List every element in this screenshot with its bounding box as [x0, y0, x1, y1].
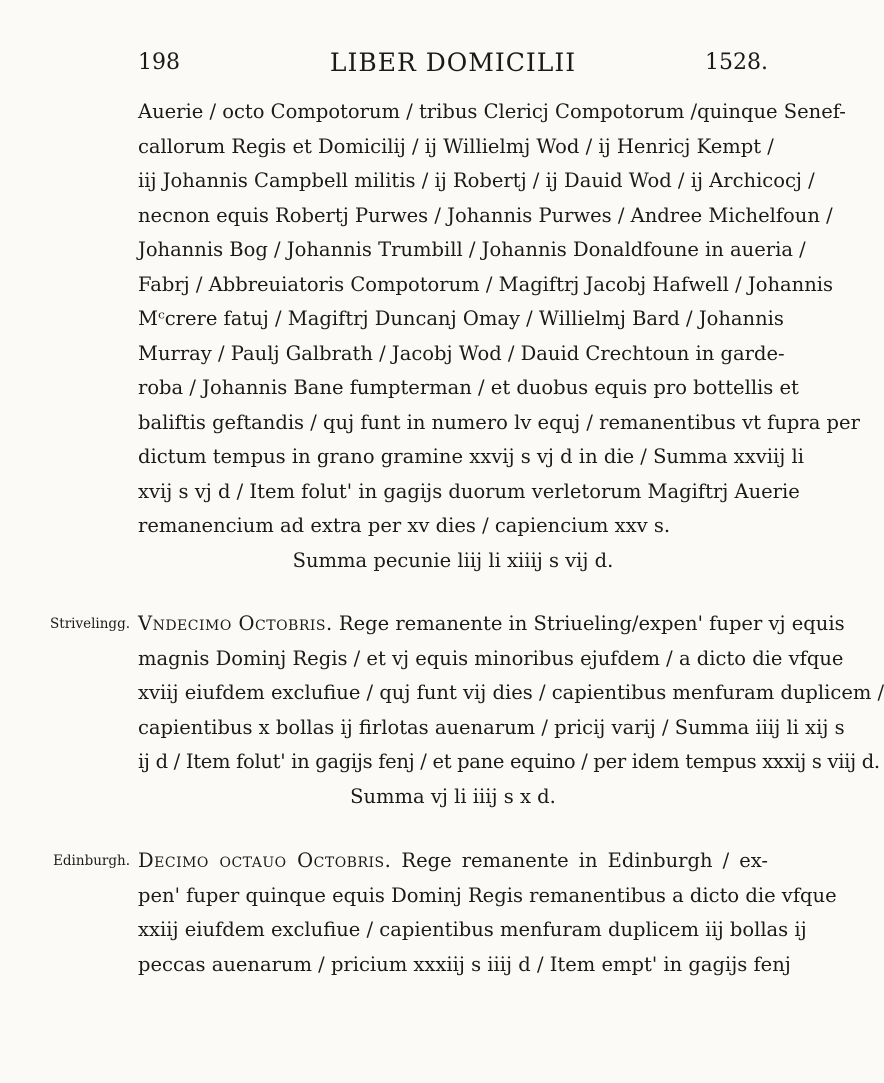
- text-line: Murray / Paulj Galbrath / Jacobj Wod / Dauid Crechtoun in garde-: [138, 341, 785, 365]
- text-line: magnis Dominj Regis / et vj equis minoribus ejufdem / a dicto die vfque: [138, 646, 844, 670]
- text-line: xviij eiufdem exclufiue / quj funt vij dies / capientibus menfuram duplicem /: [138, 681, 884, 704]
- text-line: iij Johannis Campbell militis / ij Robertj / ij Dauid Wod / ij Archicocj /: [138, 169, 815, 192]
- margin-note: Edinburgh.: [53, 853, 130, 869]
- text-line: capientibus x bollas ij firlotas auenarum / pricij varij / Summa iiij li xij s: [138, 715, 845, 739]
- text-line: roba / Johannis Bane fumpterman / et duobus equis pro bottellis et: [138, 376, 799, 399]
- text-line: xxiij eiufdem exclufiue / capientibus menfuram duplicem iij bollas ij: [138, 918, 807, 941]
- text-line: xvij s vj d / Item folut' in gagijs duorum verletorum Magiftrj Auerie: [138, 479, 800, 503]
- text-line: Mᶜcrere fatuj / Magiftrj Duncanj Omay / Willielmj Bard / Johannis: [138, 307, 784, 330]
- paragraph-1: [138, 95, 860, 578]
- text-line: [53, 844, 768, 879]
- text-line: peccas auenarum / pricium xxxiij s iiij d / Item empt' in gagijs fenj: [138, 952, 791, 976]
- paragraph-3: [53, 844, 837, 982]
- text-segment: Rege remanente in Edinburgh / ex-: [401, 849, 768, 872]
- page-number: 198: [138, 50, 180, 75]
- text-line: dictum tempus in grano gramine xxvij s vj d in die / Summa xxviij li: [138, 445, 804, 468]
- summa-line: Summa vj li iiij s x d.: [350, 784, 556, 808]
- text-line: Johannis Bog / Johannis Trumbill / Johannis Donaldfoune in aueria /: [138, 238, 806, 261]
- running-title: LIBER DOMICILII: [329, 48, 577, 77]
- text-line: Auerie / octo Compotorum / tribus Clericj Compotorum /quinque Senef-: [138, 100, 846, 123]
- text-line: Fabrj / Abbreuiatoris Compotorum / Magiftrj Jacobj Hafwell / Johannis: [138, 272, 833, 296]
- text-segment: Rege remanente in Striueling/expen' fuper vj equis: [338, 612, 845, 635]
- text-line: [50, 607, 845, 642]
- text-line: ij d / Item folut' in gagijs fenj / et pane equino / per idem tempus xxxij s viij d.: [138, 750, 880, 773]
- text-line: baliftis geftandis / quj funt in numero lv equj / remanentibus vt fupra per: [138, 410, 860, 434]
- text-line: necnon equis Robertj Purwes / Johannis Purwes / Andree Michelfoun /: [138, 203, 833, 227]
- paragraph-2: [50, 607, 884, 814]
- page-header: [138, 44, 768, 84]
- summa-line: Summa pecunie liij li xiiij s vij d.: [292, 548, 614, 572]
- text-line: callorum Regis et Domicilij / ij Willielmj Wod / ij Henricj Kempt /: [138, 134, 774, 158]
- date-heading: Decimo octauo Octobris.: [138, 849, 392, 872]
- date-heading: Vndecimo Octobris.: [138, 612, 333, 635]
- text-line: remanencium ad extra per xv dies / capiencium xxv s.: [138, 514, 671, 537]
- year-heading: 1528.: [705, 50, 768, 75]
- text-line: pen' fuper quinque equis Dominj Regis remanentibus a dicto die vfque: [138, 883, 837, 907]
- margin-note: Strivelingg.: [50, 616, 130, 632]
